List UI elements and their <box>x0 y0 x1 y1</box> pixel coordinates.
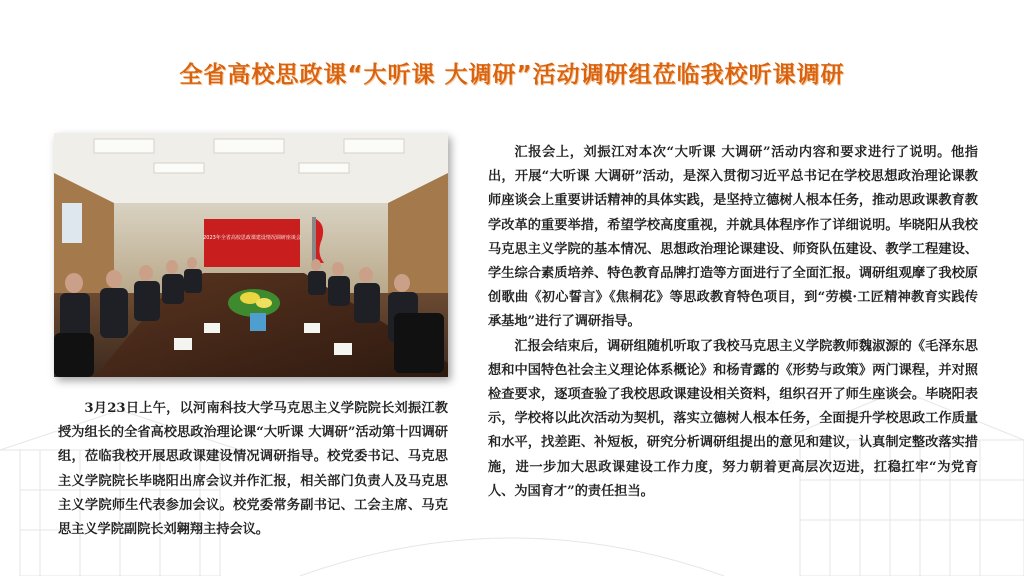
right-text-column <box>488 141 978 504</box>
page-title: 全省高校思政课“大听课 大调研”活动调研组莅临我校听课调研 <box>179 62 845 88</box>
left-text-column <box>58 397 448 542</box>
body-paragraph-2: 汇报会结束后，调研组随机听取了我校马克思主义学院教师魏淑源的《毛泽东思想和中国特色社会主义理论体系概论》和杨青露的《形势与政策》两门课程，并对照检查要求，逐项查验了我校思政课建设相关资料，组织召开了师生座谈会。毕晓阳表示，学校将以此次活动为契机，落实立德树人根本任务，全面提升学校思政工作质量和水平，找差距、补短板，研究分析调研组提出的意见和建议，认真制定整改落实措施，进一步加大思政课建设工作力度，努力朝着更高层次迈进，扛稳扛牢“为党育人、为国育才”的责任担当。 <box>488 338 978 499</box>
intro-paragraph: 3月23日上午，以河南科技大学马克思主义学院院长刘振江教授为组长的全省高校思政治理论课“大听课 大调研”活动第十四调研组，莅临我校开展思政课建设情况调研指导。校党委书记、马克思主义学院院长毕晓阳出席会议并作汇报，相关部门负责人及马克思主义学院师生代表参加会议。校党委常务副书记、工会主席、马克思主义学院副院长刘翱翔主持会议。 <box>58 401 448 538</box>
body-paragraph-1: 汇报会上，刘振江对本次“大听课 大调研”活动内容和要求进行了说明。他指出，开展“大听课 大调研”活动，是深入贯彻习近平总书记在学校思想政治理论课教师座谈会上重要讲话精神的具体实践，是坚持立德树人根本任务，推动思政课教育教学改革的重要举措，希望学校高度重视，并就具体程序作了详细说明。毕晓阳从我校马克思主义学院的基本情况、思想政治理论课建设、师资队伍建设、教学工程建设、学生综合素质培养、特色教育品牌打造等方面进行了全面汇报。调研组观摩了我校原创歌曲《初心誓言》《焦桐花》等思政教育特色项目，到“劳模·工匠精神教育实践传承基地”进行了调研指导。 <box>488 145 978 330</box>
meeting-photo <box>54 133 448 377</box>
screen-caption: 2023年全省高校思政课建设情况调研座谈会 <box>203 235 301 241</box>
